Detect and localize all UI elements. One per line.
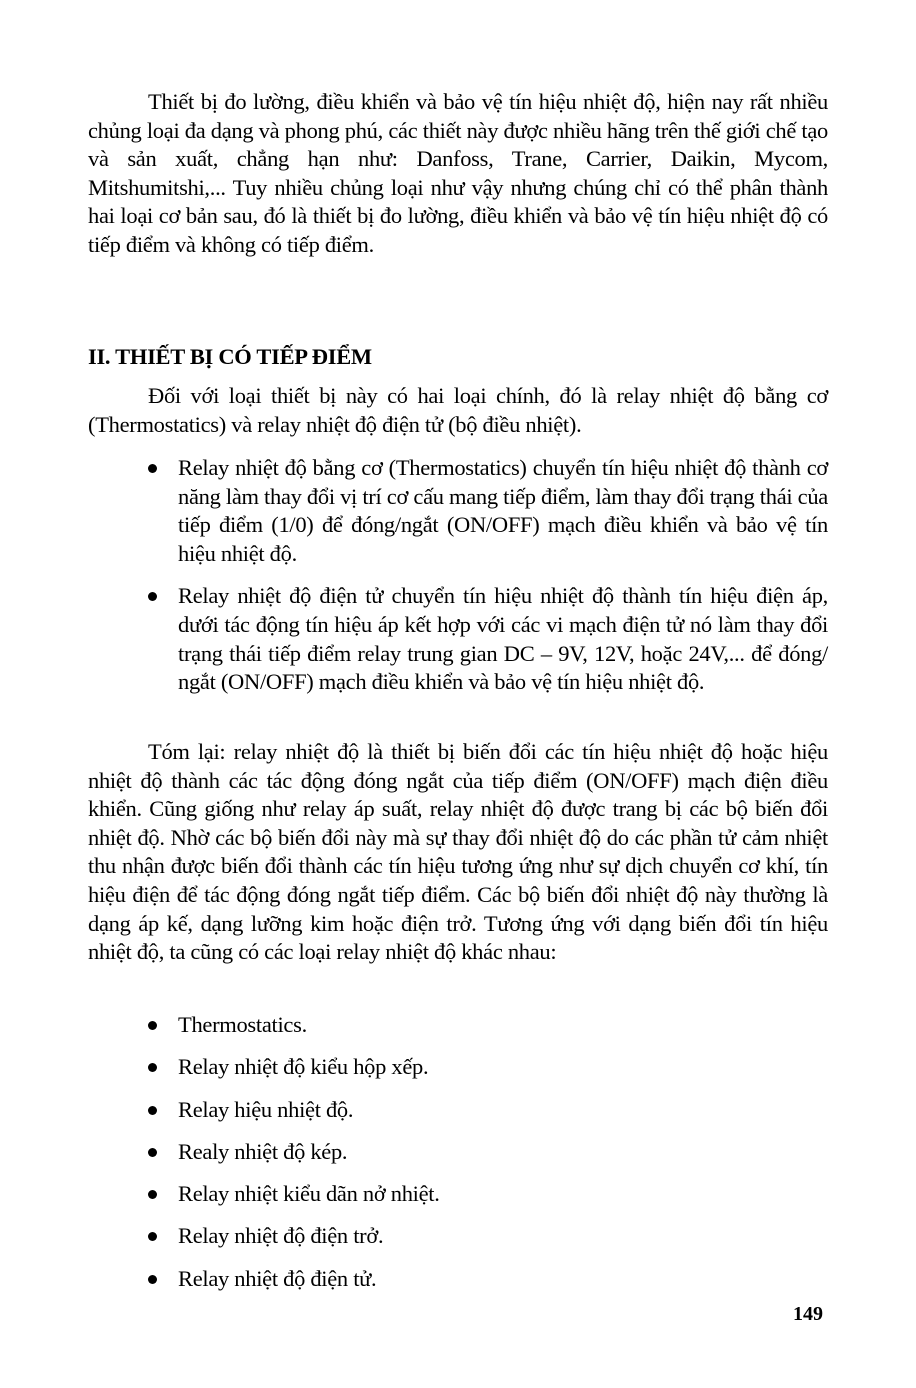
bullet-icon [148,464,157,473]
list-item: Relay nhiệt độ điện trở. [88,1222,828,1251]
list-item: Thermostatics. [88,1011,828,1040]
bullet-item [88,582,828,696]
section-heading: II. THIẾT BỊ CÓ TIẾP ĐIỂM [88,344,372,369]
summary-paragraph: Tóm lại: relay nhiệt độ là thiết bị biến đổi các tín hiệu nhiệt độ hoặc hiệu nhiệt độ thành các tác động đóng ngắt của tiếp điểm (ON/OFF) mạch điện điều khiển. Cũng giống như relay áp suất, relay nhiệt độ được trang bị các bộ biến đổi nhiệt độ. Nhờ các bộ biến đổi này mà sự thay đổi nhiệt độ do các phần tử cảm nhiệt thu nhận được biến đổi thành các tín hiệu tương ứng như sự dịch chuyển cơ khí, tín hiệu điện để tác động đóng ngắt tiếp điểm. Các bộ biến đổi nhiệt độ này thường là dạng áp kế, dạng lưỡng kim hoặc điện trở. Tương ứng với dạng biến đổi tín hiệu nhiệt độ, ta cũng có các loại relay nhiệt độ khác nhau: [88,739,828,965]
page-number: 149 [793,1303,823,1325]
list-item: Relay nhiệt độ kiểu hộp xếp. [88,1053,828,1082]
list-item: Relay nhiệt kiểu dãn nở nhiệt. [88,1180,828,1209]
bullet-icon [148,592,157,601]
list-item: Realy nhiệt độ kép. [88,1138,828,1167]
relay-types-list [88,1011,828,1307]
list-item: Relay hiệu nhiệt độ. [88,1096,828,1125]
contact-relay-bullets [88,454,828,697]
bullet-text: Relay nhiệt độ điện tử chuyển tín hiệu nhiệt độ thành tín hiệu điện áp, dưới tác động tín hiệu áp kết hợp với các vi mạch điện tử nó làm thay đổi trạng thái tiếp điểm relay trung gian DC – 9V, 12V, hoặc 24V,... để đóng/ ngắt (ON/OFF) mạch điều khiển và bảo vệ tín hiệu nhiệt độ. [178,583,828,695]
bullet-icon [148,1190,157,1199]
lead-paragraph: Đối với loại thiết bị này có hai loại chính, đó là relay nhiệt độ bằng cơ (Thermostatics) và relay nhiệt độ điện tử (bộ điều nhiệt). [88,383,828,437]
bullet-icon [148,1148,157,1157]
bullet-icon [148,1275,157,1284]
list-item: Relay nhiệt độ điện tử. [88,1265,828,1294]
bullet-item [88,454,828,568]
intro-paragraph: Thiết bị đo lường, điều khiển và bảo vệ tín hiệu nhiệt độ, hiện nay rất nhiều chủng loại đa dạng và phong phú, các thiết này được nhiều hãng trên thế giới chế tạo và sản xuất, chẳng hạn như: Danfoss, Trane, Carrier, Daikin, Mycom, Mitshumitshi,... Tuy nhiều chủng loại như vậy nhưng chúng chỉ có thể phân thành hai loại cơ bản sau, đó là thiết bị đo lường, điều khiển và bảo vệ tín hiệu nhiệt độ có tiếp điểm và không có tiếp điểm. [88,89,828,257]
bullet-icon [148,1232,157,1241]
bullet-icon [148,1106,157,1115]
bullet-icon [148,1063,157,1072]
bullet-icon [148,1021,157,1030]
bullet-text: Relay nhiệt độ bằng cơ (Thermostatics) chuyển tín hiệu nhiệt độ thành cơ năng làm thay đổi vị trí cơ cấu mang tiếp điểm, làm thay đổi trạng thái của tiếp điểm (1/0) để đóng/ngắt (ON/OFF) mạch điều khiển và bảo vệ tín hiệu nhiệt độ. [178,455,828,566]
